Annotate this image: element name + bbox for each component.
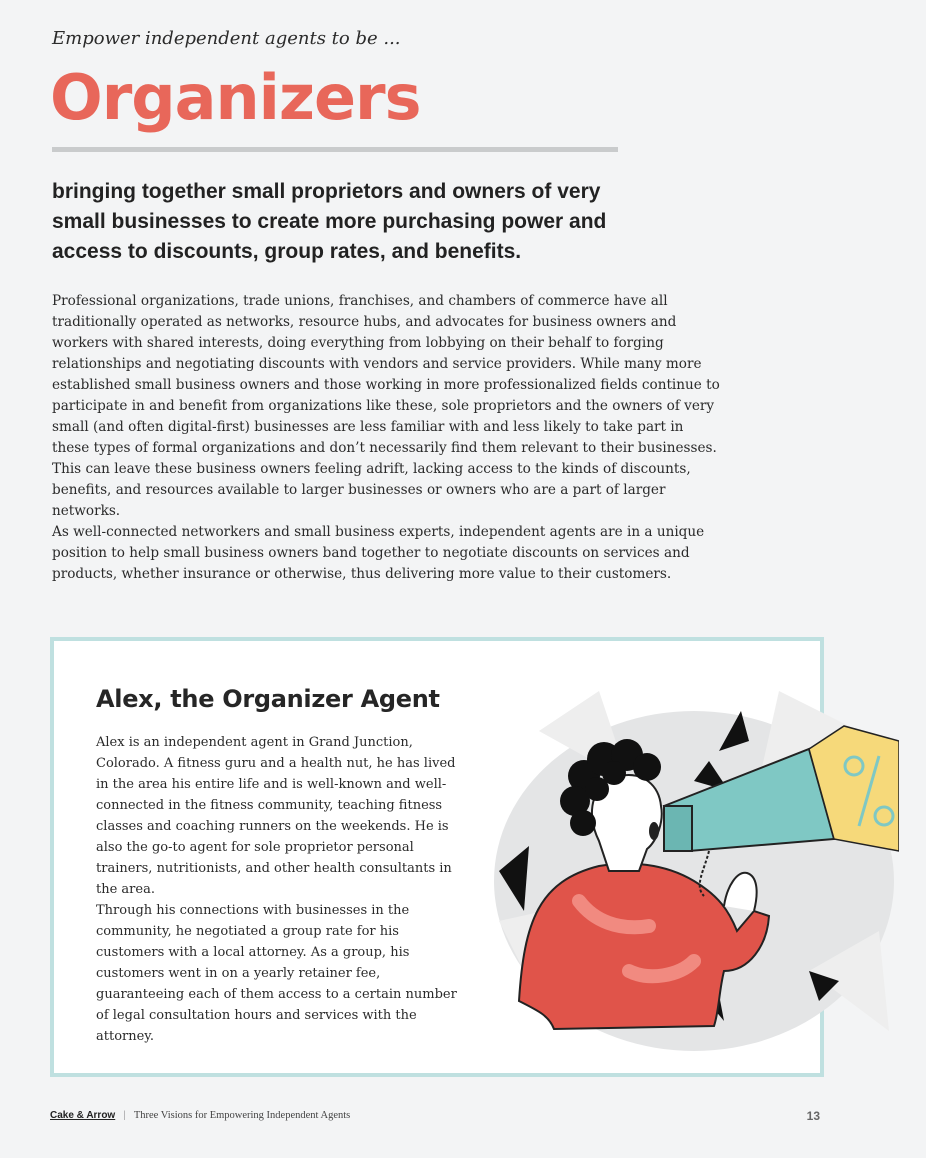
footer-brand[interactable]: Cake & Arrow	[50, 1110, 116, 1121]
card-title: Alex, the Organizer Agent	[96, 685, 440, 713]
page-footer	[50, 1110, 820, 1121]
card-paragraph-1: Alex is an independent agent in Grand Junction, Colorado. A fitness guru and a health nut, he has lived in the area his entire life and is well-known and well-connected in the fitness community, teaching fitness classes and coaching runners on the weekends. He is also the go-to agent for sole proprietor personal trainers, nutritionists, and other health consultants in the area.	[96, 735, 456, 897]
body-paragraph-1: Professional organizations, trade unions, franchises, and chambers of commerce have all traditionally operated as networks, resource hubs, and advocates for business owners and workers with shared interests, doing everything from lobbying on their behalf to forging relationships and negotiating discounts with vendors and service providers. While many more established small business owners and those working in more professionalized fields continue to participate in and benefit from organizations like these, sole proprietors and the owners of very small (and often digital-first) businesses are less familiar with and less likely to take part in these types of formal organizations and don’t necessarily find them relevant to their businesses. This can leave these business owners feeling adrift, lacking access to the kinds of discounts, benefits, and resources available to larger businesses or owners who are a part of larger networks.	[52, 293, 720, 519]
title-rule	[52, 147, 618, 152]
footer-publication: Three Visions for Empowering Independent Agents	[133, 1110, 351, 1121]
body-paragraph-2: As well-connected networkers and small business experts, independent agents are in a unique position to help small business owners band together to negotiate discounts on services and products, whether insurance or otherwise, thus delivering more value to their customers.	[52, 524, 705, 582]
footer-separator: |	[123, 1110, 126, 1121]
kicker-text: Empower independent agents to be ...	[52, 28, 401, 49]
page-title: Organizers	[50, 61, 421, 134]
lead-text: bringing together small proprietors and owners of very small businesses to create more purchasing power and access to discounts, group rates, and benefits.	[52, 180, 607, 263]
page-number: 13	[806, 1109, 820, 1123]
megaphone-person-icon	[479, 671, 899, 1051]
card-paragraph-2: Through his connections with businesses in the community, he negotiated a group rate for his customers with a local attorney. As a group, his customers went in on a yearly retainer fee, guaranteeing each of them access to a certain number of legal consultation hours and services with the attorney.	[96, 903, 457, 1044]
case-study-card	[50, 637, 824, 1077]
